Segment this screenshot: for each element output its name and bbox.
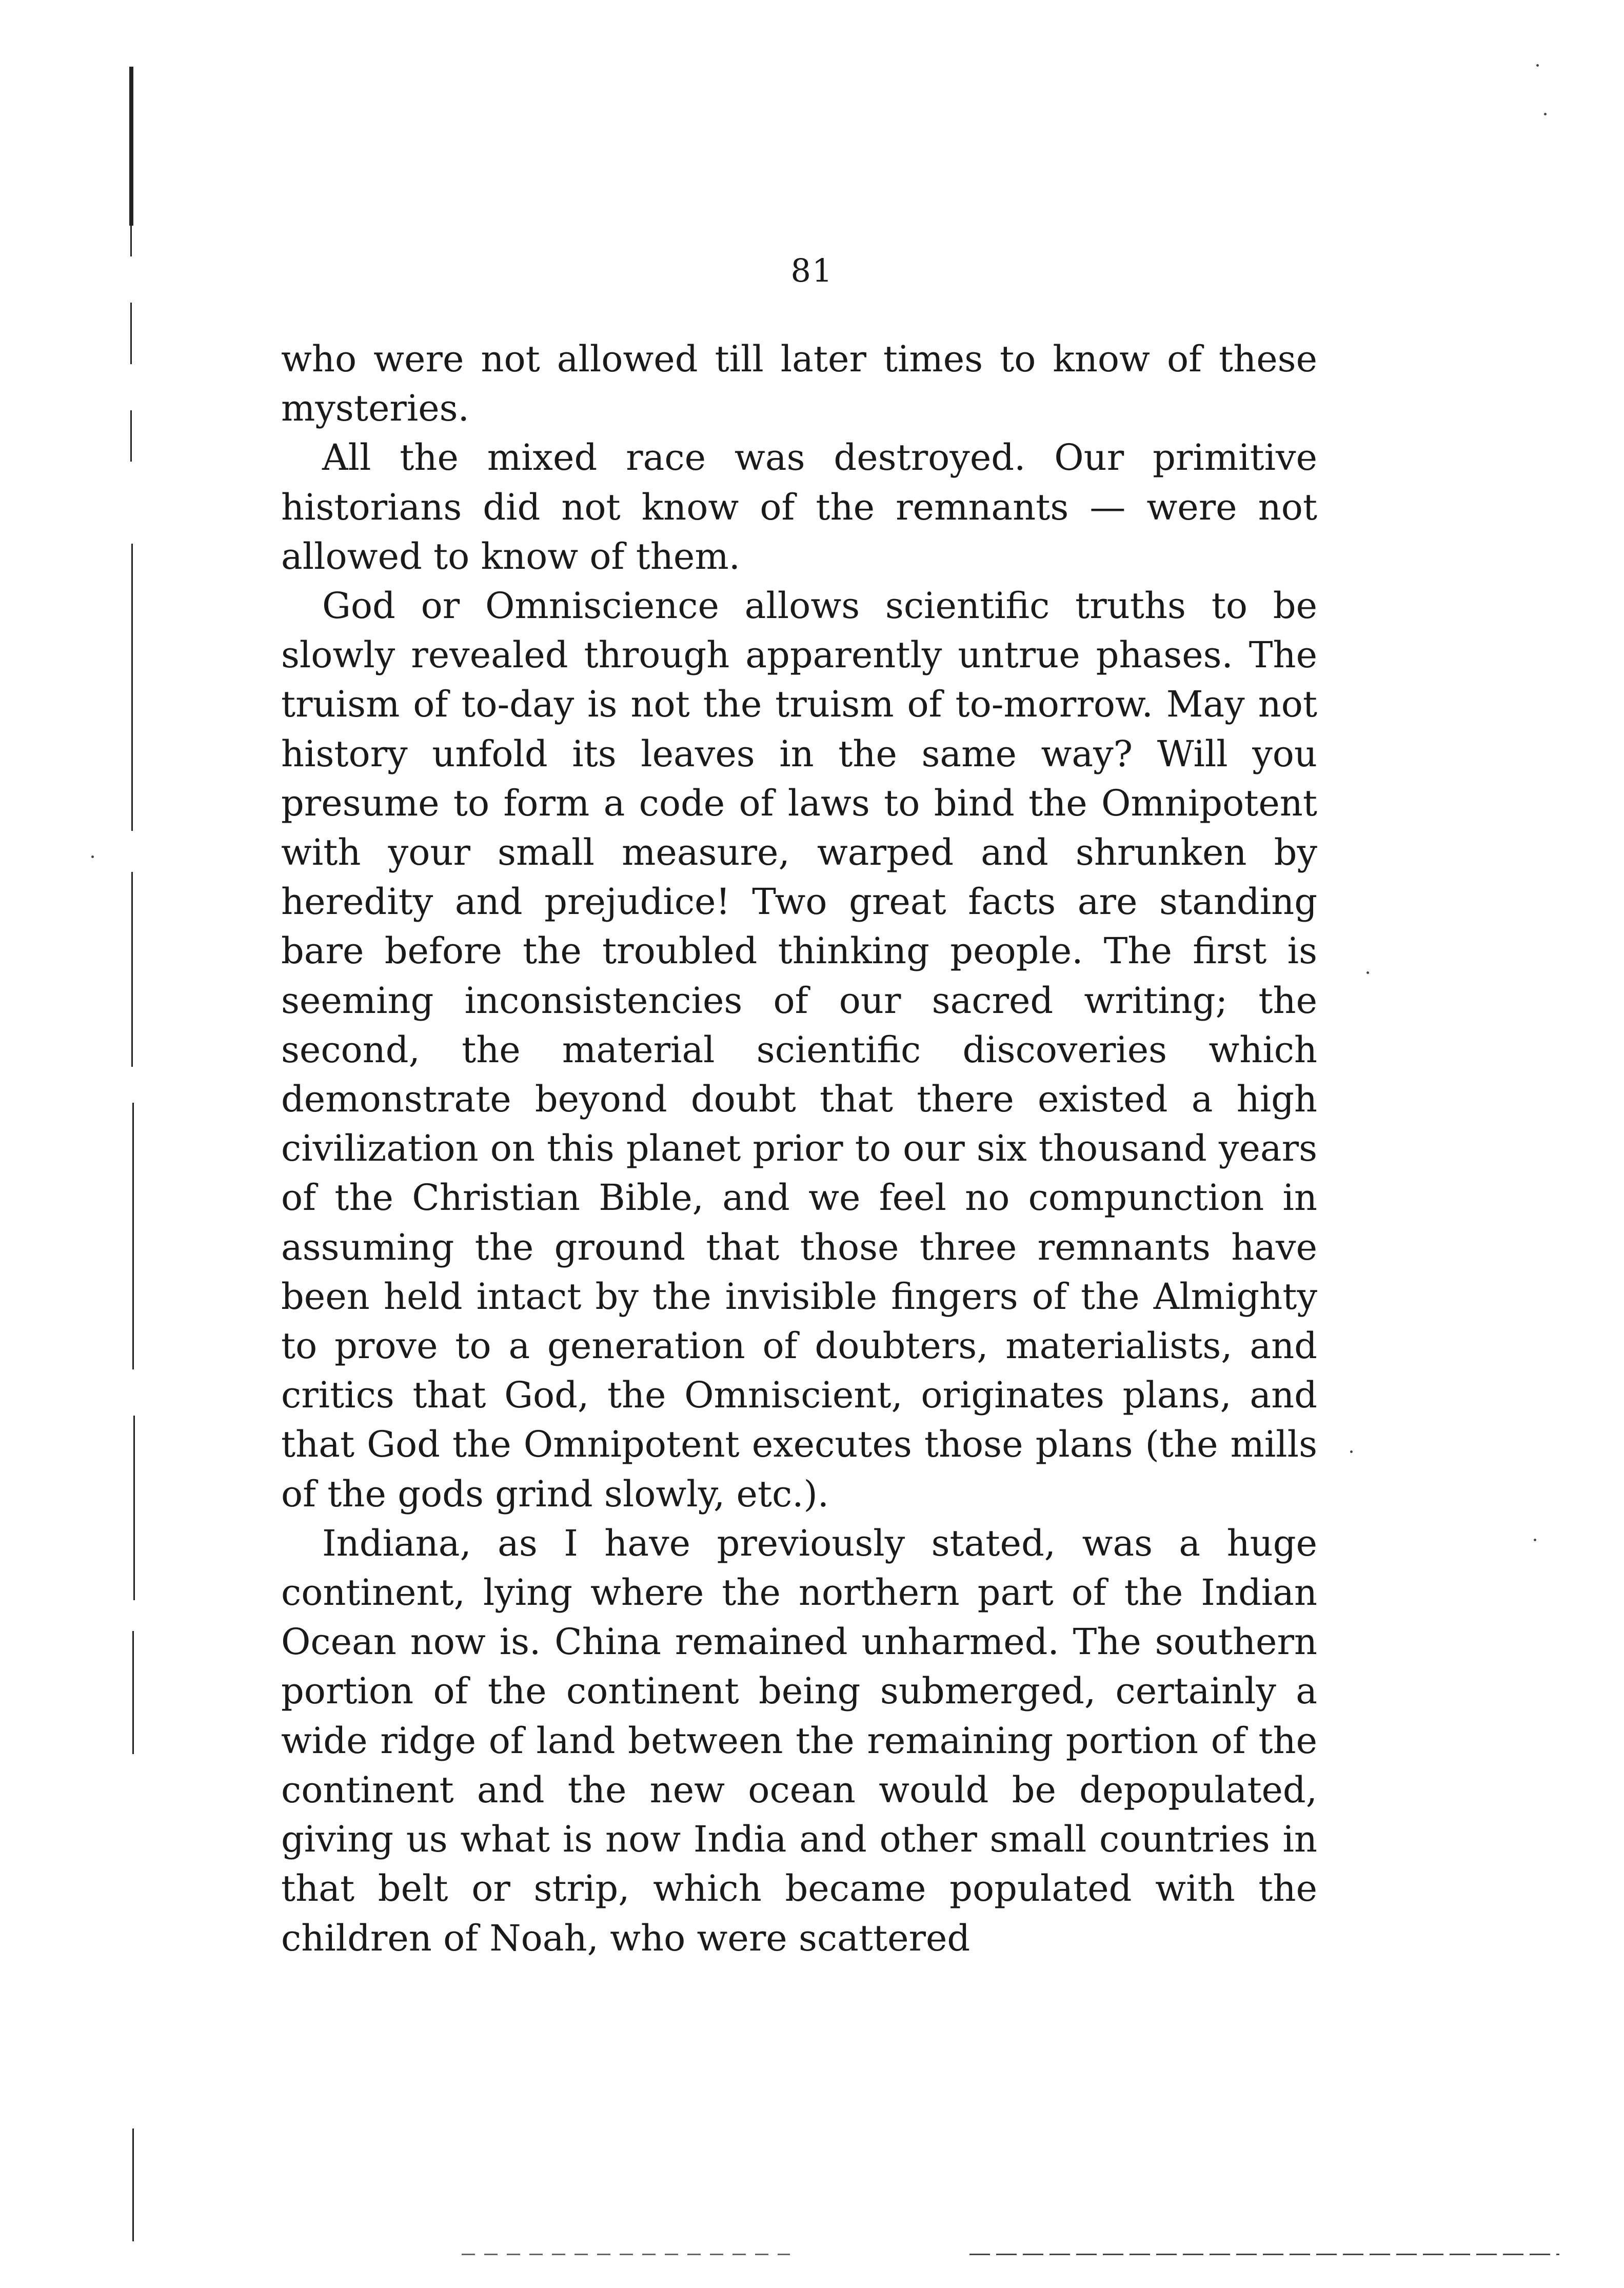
scan-edge-mark (133, 1416, 135, 1600)
scan-dust (1544, 113, 1547, 115)
paragraph: Indiana, as I have previously stated, was a huge continent, lying where the northern part of the Indian Ocean now is. China remained unharmed. The southern portion of the continent being submerged, certainly a wide ridge of land between the remaining portion of the continent and the new ocean would be depopulated, giving us what is now India and other small countries in that belt or strip, which became populated with the children of Noah, who were scattered (281, 1522, 1317, 1959)
paragraph: All the mixed race was destroyed. Our primitive historians did not know of the remnants — were not allowed to know of them. (281, 436, 1317, 578)
scan-edge-mark (130, 303, 132, 364)
scan-edge-mark (129, 67, 133, 226)
scan-footer-dash (969, 2254, 1559, 2255)
body-text (281, 334, 1317, 1963)
scan-edge-mark (131, 544, 133, 831)
scan-dust (91, 855, 94, 858)
scan-dust (1366, 971, 1369, 974)
scan-dust (1536, 64, 1539, 67)
scan-edge-mark (131, 872, 133, 1067)
paragraph: God or Omniscience allows scientific truths to be slowly revealed through apparently untrue phases. The truism of to-day is not the truism of to-morrow. May not history unfold its leaves in the same way? Will you presume to form a code of laws to bind the Omnipotent with your small measure, warped and shrunken by heredity and prejudice! Two great facts are standing bare before the troubled thinking people. The first is seeming inconsistencies of our sacred writing; the second, the material scientific discoveries which demonstrate beyond doubt that there existed a high civilization on this planet prior to our six thousand years of the Christian Bible, and we feel no compunction in assuming the ground that those three remnants have been held intact by the invisible fingers of the Almighty to prove to a generation of doubters, materialists, and critics that God, the Omniscient, originates plans, and that God the Omnipotent executes those plans (the mills of the gods grind slowly, etc.). (281, 585, 1317, 1515)
scan-edge-mark (132, 1103, 134, 1369)
page-number: 81 (790, 252, 834, 289)
scan-edge-mark (130, 410, 132, 462)
scan-edge-mark (132, 1631, 134, 1754)
scan-edge-mark (132, 2128, 134, 2241)
paragraph: who were not allowed till later times to know of these mysteries. (281, 338, 1317, 430)
scan-dust (1534, 1539, 1536, 1541)
scan-dust (1350, 1450, 1353, 1453)
scan-footer-dash (462, 2254, 790, 2255)
